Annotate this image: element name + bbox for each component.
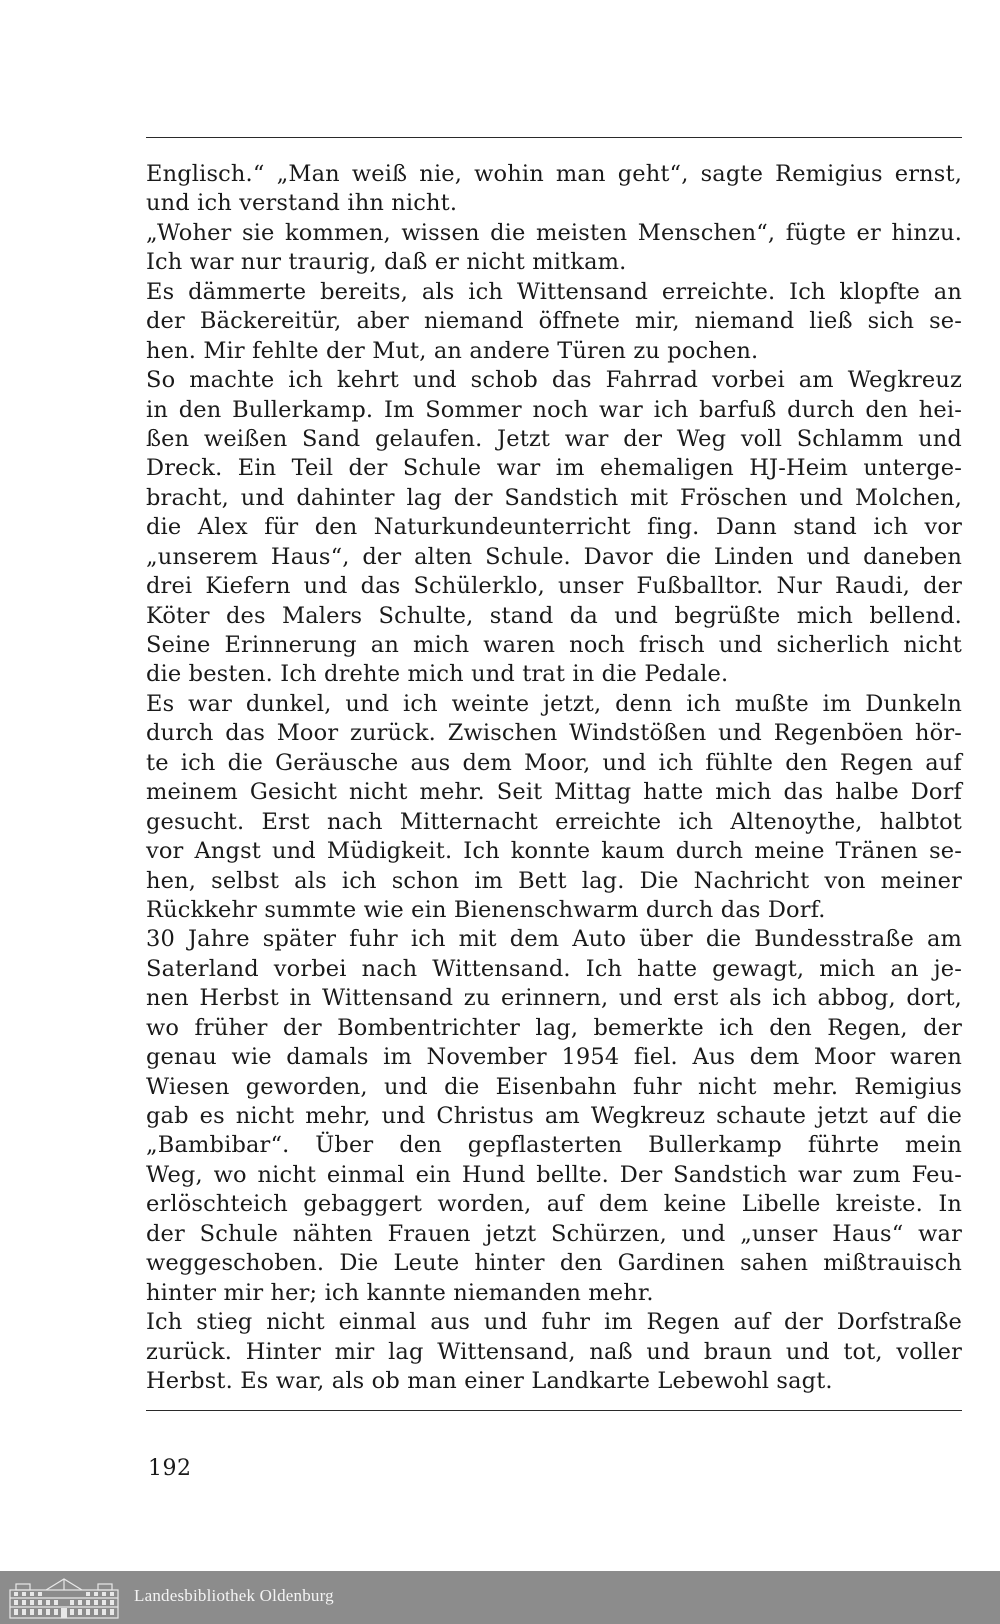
text-line: in den Bullerkamp. Im Sommer noch war ich barfuß durch den hei-	[146, 396, 962, 423]
text-line: hen, selbst als ich schon im Bett lag. Die Nachricht von meiner	[146, 867, 962, 894]
text-line: Saterland vorbei nach Wittensand. Ich hatte gewagt, mich an je-	[146, 955, 962, 982]
text-line: So machte ich kehrt und schob das Fahrrad vorbei am Wegkreuz	[146, 367, 962, 394]
text-line: Weg, wo nicht einmal ein Hund bellte. Der Sandstich war zum Feu-	[146, 1161, 962, 1188]
body-text	[146, 160, 962, 1396]
text-line: die Alex für den Naturkundeunterricht fing. Dann stand ich vor	[146, 514, 962, 541]
text-line: zurück. Hinter mir lag Wittensand, naß und braun und tot, voller	[146, 1338, 962, 1365]
text-line: Es dämmerte bereits, als ich Wittensand erreichte. Ich klopfte an	[146, 278, 962, 305]
text-line: 30 Jahre später fuhr ich mit dem Auto über die Bundesstraße am	[146, 926, 962, 953]
footer-bar	[0, 1571, 1000, 1624]
text-line: vor Angst und Müdigkeit. Ich konnte kaum durch meine Tränen se-	[146, 838, 962, 865]
text-line: „Bambibar“. Über den gepflasterten Bullerkamp führte mein	[146, 1132, 962, 1159]
text-line: der Bäckereitür, aber niemand öffnete mir, niemand ließ sich se-	[146, 308, 962, 335]
text-line: durch das Moor zurück. Zwischen Windstößen und Regenböen hör-	[146, 720, 962, 747]
text-line: wo früher der Bombentrichter lag, bemerkte ich den Regen, der	[146, 1014, 962, 1041]
text-line: Köter des Malers Schulte, stand da und begrüßte mich bellend.	[146, 602, 962, 629]
text-line: bracht, und dahinter lag der Sandstich mit Fröschen und Molchen,	[146, 484, 962, 511]
text-line: Rückkehr summte wie ein Bienenschwarm durch das Dorf.	[146, 896, 826, 923]
text-line: weggeschoben. Die Leute hinter den Gardinen sahen mißtrauisch	[146, 1250, 962, 1277]
text-line: Seine Erinnerung an mich waren noch frisch und sicherlich nicht	[146, 632, 962, 658]
text-line: gab es nicht mehr, und Christus am Wegkreuz schaute jetzt auf die	[146, 1103, 962, 1129]
text-line: meinem Gesicht nicht mehr. Seit Mittag hatte mich das halbe Dorf	[146, 779, 962, 806]
text-line: Wiesen geworden, und die Eisenbahn fuhr nicht mehr. Remigius	[146, 1073, 962, 1100]
bottom-rule	[146, 1410, 962, 1411]
text-line: und ich verstand ihn nicht.	[146, 190, 458, 217]
text-line: gesucht. Erst nach Mitternacht erreichte ich Altenoythe, halbtot	[146, 808, 962, 835]
text-line: Ich war nur traurig, daß er nicht mitkam.	[146, 249, 627, 276]
text-line: hen. Mir fehlte der Mut, an andere Türen zu pochen.	[146, 337, 759, 364]
text-line: Herbst. Es war, als ob man einer Landkarte Lebewohl sagt.	[146, 1367, 833, 1394]
text-line: erlöschteich gebaggert worden, auf dem keine Libelle kreiste. In	[146, 1191, 962, 1218]
text-line: hinter mir her; ich kannte niemanden mehr.	[146, 1279, 654, 1306]
text-line: Dreck. Ein Teil der Schule war im ehemaligen HJ-Heim unterge-	[146, 455, 962, 482]
text-line: Ich stieg nicht einmal aus und fuhr im Regen auf der Dorfstraße	[146, 1309, 962, 1336]
text-line: „Woher sie kommen, wissen die meisten Menschen“, fügte er hinzu.	[146, 219, 962, 246]
text-line: „unserem Haus“, der alten Schule. Davor die Linden und daneben	[146, 543, 962, 570]
text-line: Es war dunkel, und ich weinte jetzt, denn ich mußte im Dunkeln	[146, 690, 962, 717]
text-line: drei Kiefern und das Schülerklo, unser Fußballtor. Nur Raudi, der	[146, 573, 962, 600]
library-building-icon	[8, 1576, 120, 1620]
text-line: genau wie damals im November 1954 fiel. Aus dem Moor waren	[146, 1044, 962, 1071]
text-line: die besten. Ich drehte mich und trat in die Pedale.	[146, 661, 729, 688]
page-number: 192	[148, 1456, 192, 1481]
top-rule	[146, 137, 962, 138]
text-line: ßen weißen Sand gelaufen. Jetzt war der Weg voll Schlamm und	[146, 425, 962, 452]
text-line: nen Herbst in Wittensand zu erinnern, und erst als ich abbog, dort,	[146, 985, 962, 1012]
library-name: Landesbibliothek Oldenburg	[134, 1586, 334, 1605]
text-line: Englisch.“ „Man weiß nie, wohin man geht“, sagte Remigius ernst,	[146, 161, 962, 187]
text-line: te ich die Geräusche aus dem Moor, und ich fühlte den Regen auf	[146, 749, 962, 776]
text-line: der Schule nähten Frauen jetzt Schürzen, und „unser Haus“ war	[146, 1220, 962, 1247]
